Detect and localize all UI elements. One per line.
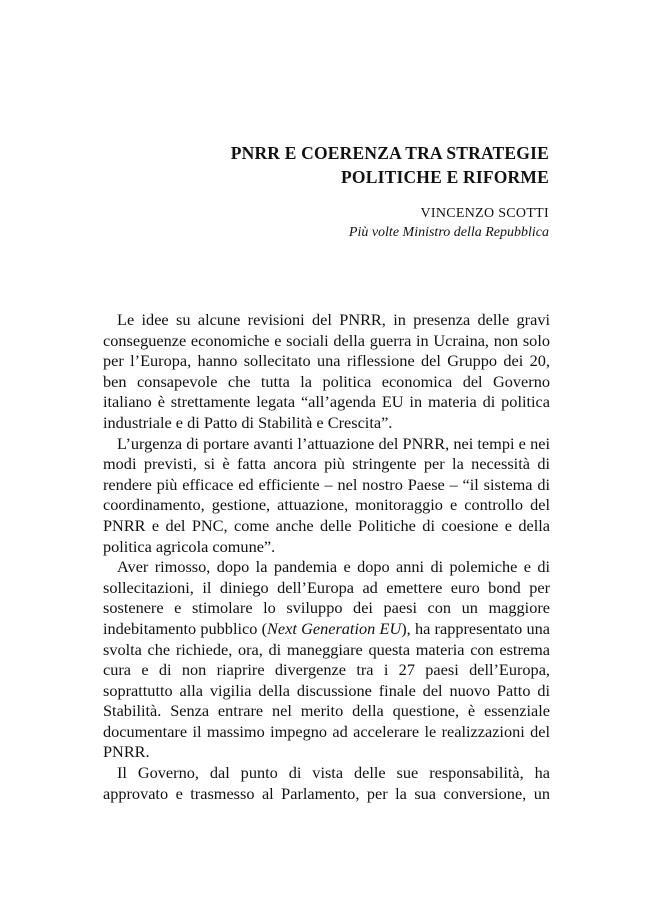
article-body (103, 310, 550, 804)
article-title (231, 141, 549, 189)
paragraph-4: Il Governo, dal punto di vista delle sue responsabilità, ha approvato e trasmesso al Parlamento, per la sua conversione, un (103, 763, 550, 803)
paragraph-2: L’urgenza di portare avanti l’attuazione del PNRR, nei tempi e nei modi previsti, si è fatta ancora più stringente per la necessità di rendere più efficace ed efficiente – nel nostro Paese – “il sistema di coordinamento, gestione, attuazione, monitoraggio e controllo del PNRR e del PNC, come anche delle Politiche di coesione e della politica agricola comune”. (103, 433, 550, 556)
paragraph-3 (103, 557, 550, 763)
paragraph-3-text-b: ), ha rappresentato una svolta che richiede, ora, di maneggiare questa materia con estrema cura e di non riaprire divergenze tra i 27 paesi dell’Europa, soprattutto alla vigilia della discussione finale del nuovo Patto di Stabilità. Senza entrare nel merito della questione, è essenziale documentare il massimo impegno ad accelerare le realizzazioni del PNRR. (103, 618, 550, 762)
author-block (349, 204, 549, 242)
paragraph-1: Le idee su alcune revisioni del PNRR, in presenza delle gravi conseguenze economiche e sociali della guerra in Ucraina, non solo per l’Europa, hanno sollecitato una riflessione del Gruppo dei 20, ben consapevole che tutta la politica economica del Governo italiano è strettamente legata “all’agenda EU in materia di politica industriale e di Patto di Stabilità e Crescita”. (103, 310, 550, 432)
paragraph-3-italic: Next Generation EU (267, 618, 402, 638)
paragraph-3-text-a: Aver rimosso, dopo la pandemia e dopo anni di polemiche e di sollecitazioni, il diniego dell’Europa ad emettere euro bond per sostenere e stimolare lo sviluppo dei paesi con un maggiore indebitamento pubblico ( (103, 557, 550, 638)
author-role: Più volte Ministro della Repubblica (348, 225, 549, 240)
title-line-2: POLITICHE E RIFORME (341, 167, 549, 187)
title-line-1: PNRR E COERENZA TRA STRATEGIE (230, 143, 549, 163)
author-name: VINCENZO SCOTTI (420, 206, 549, 221)
